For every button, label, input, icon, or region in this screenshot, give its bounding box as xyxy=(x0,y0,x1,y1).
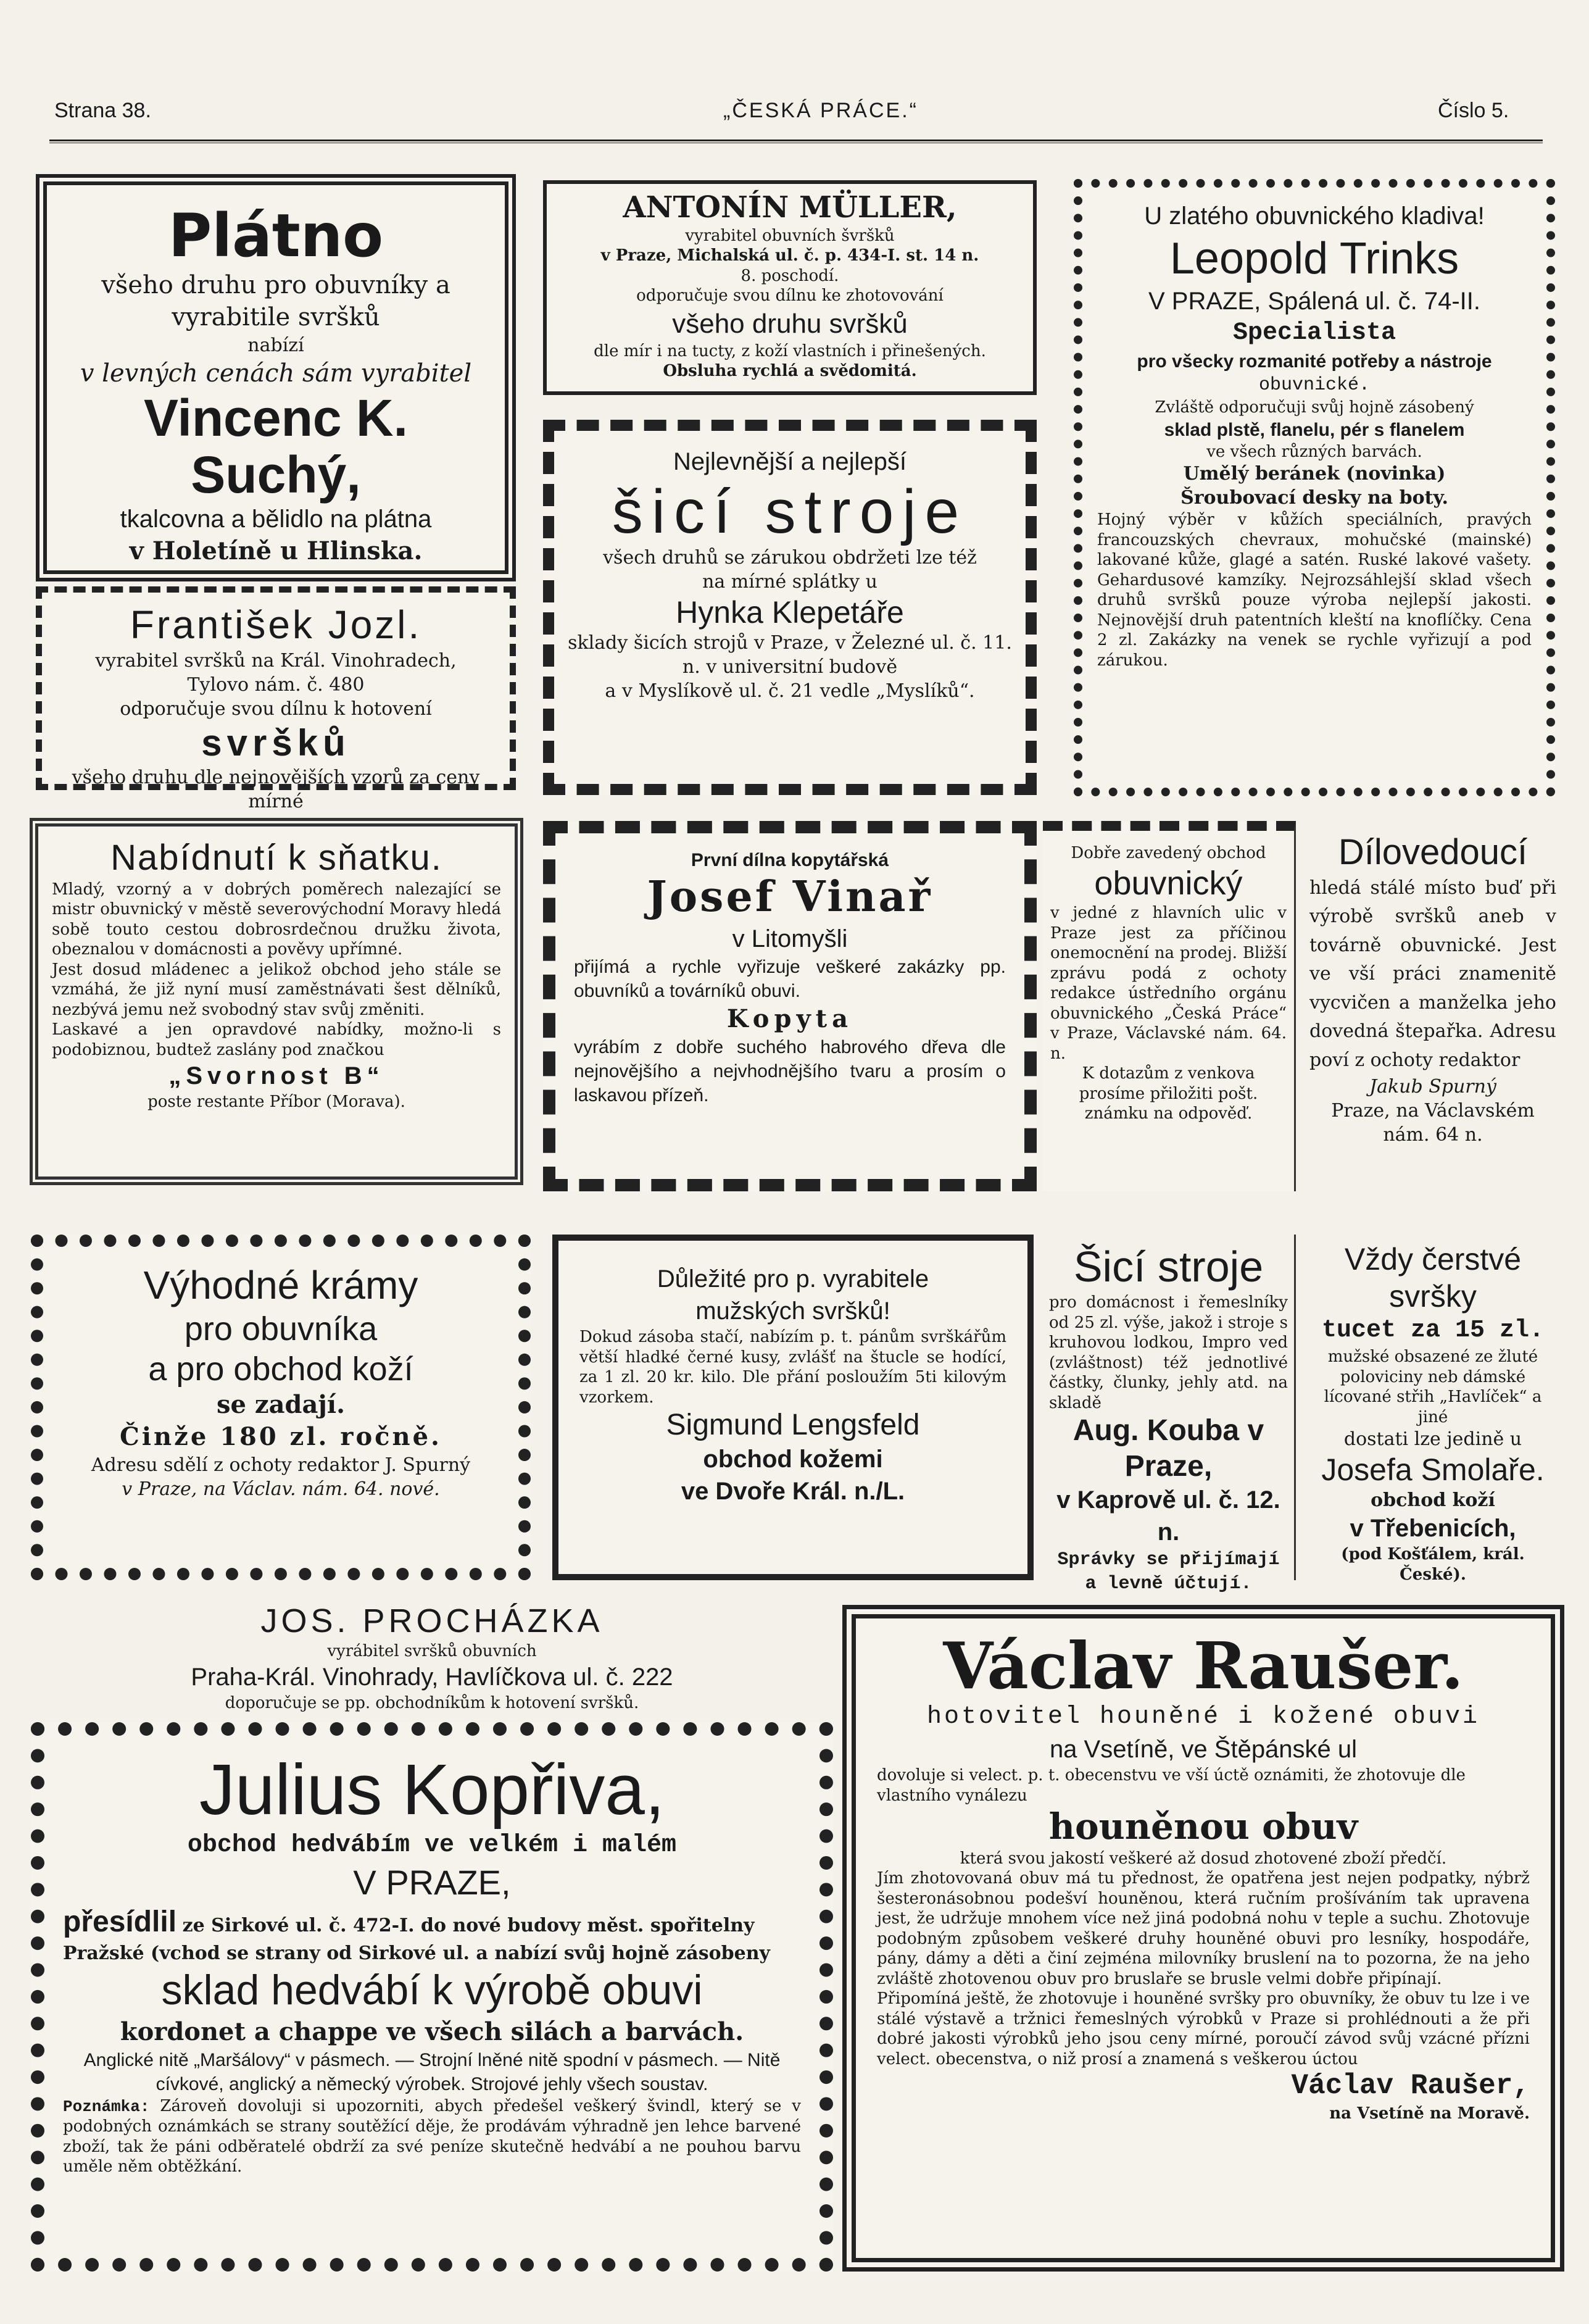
ad-rauser-name: Václav Raušer. xyxy=(943,1628,1464,1704)
ad-muller-line3: 8. poschodí. xyxy=(741,266,839,285)
ad-platno xyxy=(36,174,516,581)
ad-kramy-line2: a pro obchod koží xyxy=(148,1350,413,1388)
ad-kopriva-note-label: Poznámka: xyxy=(63,2097,150,2116)
ad-smolar-line2: mužské obsazené ze žluté poloviciny neb dámské lícované střih „Havlíček“ a jiné xyxy=(1324,1347,1542,1426)
ad-rauser-line2: na Vsetíně, ve Štěpánské ul xyxy=(1049,1736,1358,1764)
ad-jozl-line2: Tylovo nám. č. 480 xyxy=(187,673,365,696)
ad-trinks-line3: Specialista xyxy=(1232,319,1396,348)
ad-prochazka-line1: vyrábitel svršků obuvních xyxy=(327,1641,537,1660)
ad-trinks-line9: Umělý beránek (novinka) xyxy=(1183,463,1446,485)
ad-trinks-line11: Hojný výběr v kůžích speciálních, pravých francouzských chevraux, mohučské (mainské) lakované kůže, glagé a satén. Ruské lakové vašety. Gehardusové kamzíky. Nejrozsáhlejší sklad všech druhů svršků pouze výroba nejlepší jakosti. Nejnovější druh patentních kleští na knoflíčky. Cena 2 zl. Zakázky na venek se rychle vyřizují a pod zárukou. xyxy=(1097,510,1532,670)
ad-smolar-line1: tucet za 15 zl. xyxy=(1321,1317,1545,1344)
ad-platno-line5: tkalcovna a bělidlo na plátna xyxy=(120,506,432,533)
ad-lengsfeld-line1: Důležité pro p. vyrabitele xyxy=(657,1265,929,1293)
ad-snatek-p3: Laskavé a jen opravdové nabídky, možno-li s podobiznou, budtež zaslány pod značkou xyxy=(52,1020,501,1059)
ad-prochazka-name: JOS. PROCHÁZKA xyxy=(260,1602,604,1639)
ad-dilovedouci-title: Dílovedoucí xyxy=(1338,832,1528,872)
ad-obuvnicky-line2: v jedné z hlavních ulic v Praze jest za příčinou onemocnění na prodej. Bližší zprávu podá z ochoty redakce ústředního orgánu obuvnického „Česká Práce“ v Praze, Václavské nám. 64. n. xyxy=(1050,904,1287,1063)
ad-klepetar-line2: všech druhů se zárukou obdržeti lze též xyxy=(603,547,977,569)
ad-obuvnicky-line3: K dotazům z venkova prosíme přiložiti pošt. známku na odpověď. xyxy=(1079,1064,1258,1123)
ad-platno-name: Vincenc K. Suchý, xyxy=(144,388,408,504)
ad-kramy-title: Výhodné krámy xyxy=(143,1263,418,1307)
ad-jozl-name: František Jozl. xyxy=(130,602,422,647)
ad-trinks xyxy=(1074,179,1555,796)
ad-kopriva-name: Julius Kopřiva, xyxy=(199,1749,665,1830)
ad-vinar xyxy=(543,821,1037,1191)
ad-lengsfeld-line3: Dokud zásoba stačí, nabízím p. t. pánům svrškářům větší hladké černé kusy, zvlášť na štucle se hodící, za 1 zl. 20 kr. kilo. Dle přání posloužím 5ti kilovým vzorkem. xyxy=(579,1328,1006,1407)
ad-kopriva xyxy=(31,1722,833,2272)
ad-snatek xyxy=(30,818,523,1185)
ad-kopriva-line2: V PRAZE, xyxy=(353,1862,511,1902)
newspaper-title: „ČESKÁ PRÁCE.“ xyxy=(723,99,918,122)
ad-smolar-name: Josefa Smolaře. xyxy=(1321,1452,1545,1487)
ad-klepetar-title: šicí stroje xyxy=(612,477,968,546)
ad-kopriva-line3-block xyxy=(63,1903,801,1965)
ad-lengsfeld-line2: mužských svršků! xyxy=(695,1297,890,1325)
ad-kramy-line6: v Praze, na Václav. nám. 64. nové. xyxy=(122,1478,440,1501)
ad-dilovedouci-name: Jakub Spurný xyxy=(1369,1076,1496,1098)
ad-rauser-sign: Václav Raušer, xyxy=(1291,2070,1530,2102)
ad-klepetar-line1: Nejlevnější a nejlepší xyxy=(673,448,907,475)
ad-trinks-line5: obuvnické. xyxy=(1258,375,1371,396)
page-number: Strana 38. xyxy=(54,99,151,122)
ad-kopriva-note xyxy=(63,2096,801,2177)
ad-muller-line2: v Praze, Michalská ul. č. p. 434-I. st. 14 n. xyxy=(600,246,979,265)
ad-obuvnicky xyxy=(1043,821,1296,1191)
ad-muller-line5: všeho druhu svršků xyxy=(672,308,908,339)
ad-lengsfeld xyxy=(552,1235,1034,1580)
ad-muller-line7: Obsluha rychlá a svědomitá. xyxy=(663,362,917,381)
ad-klepetar-name: Hynka Klepetáře xyxy=(676,595,904,630)
ad-dilovedouci-line1: Praze, na Václavském nám. 64 n. xyxy=(1331,1100,1535,1146)
ad-kouba-line3: Správky se přijímají a levně účtují. xyxy=(1057,1549,1280,1595)
issue-number: Číslo 5. xyxy=(1438,99,1509,122)
ad-platno-line1: všeho druhu pro obuvníky a xyxy=(101,270,450,299)
ad-klepetar-line4: sklady šicích strojů v Praze, v Železné ul. č. 11. n. v universitní budově xyxy=(568,632,1012,678)
ad-dilovedouci-text: hledá stálé místo buď při výrobě svršků aneb v továrně obuvnické. Jest ve vší práci znamenitě vycvičen a manželka jeho dovedná štepařka. Adresu poví z ochoty redaktor xyxy=(1309,877,1556,1071)
ad-kopriva-line5: kordonet a chappe ve všech silách a barvách. xyxy=(120,2017,744,2046)
ad-kramy-line4: Činže 180 zl. ročně. xyxy=(120,1422,442,1452)
ad-trinks-line1: U zlatého obuvnického kladiva! xyxy=(1144,202,1485,230)
ad-platno-title: Plátno xyxy=(168,201,384,270)
ad-platno-line6: v Holetíně u Hlinska. xyxy=(129,536,423,566)
ad-snatek-p1: Mladý, vzorný a v dobrých poměrech nalezající se mistr obuvnický v městě severovýchodní Moravy hledá sobě touto cestou dobrosrdečnou družku života, obeznalou v domácnosti a pověvy upřímné. xyxy=(52,880,501,959)
ad-rauser-title: houněnou obuv xyxy=(1048,1805,1358,1848)
ad-kramy-line3: se zadají. xyxy=(216,1390,345,1420)
ad-obuvnicky-title: obuvnický xyxy=(1094,864,1243,902)
ad-trinks-line8: ve všech různých barvách. xyxy=(1206,442,1422,461)
ad-vinar-line3: přijímá a rychle vyřizuje veškeré zakázky pp. obuvníků a továrníků obuvi. xyxy=(574,956,1006,1001)
ad-rauser-line6: Připomíná ještě, že zhotovuje i houněné svršky pro obuvníky, že obuv tu lze i ve stálé výstavě a tržnici řemeslných výrobků v Praze si prohlédnouti a že při dobré jakosti výrobků jeho jsou ceny mírné, poroučí závod svůj vzácné přízni velect. obecenstva, o niž prosí a znamená s veškerou úctou xyxy=(877,1989,1530,2068)
ad-snatek-p2: Jest dosud mládenec a jelikož obchod jeho stále se vzmáhá, že již nyní musí zaměstnávati šest dělníků, nezbývá jemu než svobodný stav svůj změniti. xyxy=(52,960,501,1019)
ad-smolar-line5: v Třebenicích, xyxy=(1350,1515,1516,1542)
ad-rauser-line7: na Vsetíně na Moravě. xyxy=(1329,2104,1530,2123)
ad-vinar-line1: První dílna kopytářská xyxy=(691,850,889,870)
ad-muller-line4: odporučuje svou dílnu ke zhotovování xyxy=(636,286,944,306)
ad-rauser-line5: Jím zhotovovaná obuv má tu přednost, že opatřena jest nejen podpatky, nýbrž šesteronásobnou podešví houněnou, která ručním prošíváním tak upravena jest, že udržuje mnohem více než jiná podobná nohu v teple a suchu. Zhotovuje podobným způsobem veškeré druhy houněné obuvi pro lesníky, hospodáře, pány, dámy a děti a činí zejména milovníky bruslení na to pozorna, že na jeho zvláště zhotovenou obuv pro bruslaře se brusle velmi dobře připínají. xyxy=(877,1869,1530,1988)
ad-muller-line6: dle mír i na tucty, z koží vlastních i přinešených. xyxy=(594,341,986,360)
ad-trinks-line2: V PRAZE, Spálená ul. č. 74-II. xyxy=(1148,288,1481,315)
ad-kouba-line2: v Kaprově ul. č. 12. n. xyxy=(1056,1486,1280,1546)
ad-kopriva-line4: sklad hedvábí k výrobě obuvi xyxy=(161,1967,703,2014)
ad-lengsfeld-name: Sigmund Lengsfeld xyxy=(666,1409,920,1441)
ad-snatek-sign: „Svornost B“ xyxy=(168,1062,384,1090)
ad-smolar-line6: (pod Košťálem, král. České). xyxy=(1341,1545,1525,1584)
ad-platno-line2: vyrabitile svršků xyxy=(172,302,380,331)
ad-klepetar-line3: na mírné splátky u xyxy=(702,571,877,593)
ad-jozl-line4: svršků xyxy=(201,722,351,764)
ad-trinks-line6: Zvláště odporučuji svůj hojně zásobený xyxy=(1155,398,1474,417)
ad-lengsfeld-line5: ve Dvoře Král. n./L. xyxy=(681,1477,905,1505)
ad-platno-line3: nabízí xyxy=(247,334,304,356)
header-rule xyxy=(49,140,1543,143)
ad-kramy-line5: Adresu sdělí z ochoty redaktor J. Spurný xyxy=(91,1454,471,1476)
ad-vinar-line2: v Litomyšli xyxy=(732,925,848,952)
ad-muller xyxy=(543,180,1037,395)
ad-klepetar-line5: a v Myslíkově ul. č. 21 vedle „Myslíků“. xyxy=(605,680,975,702)
ad-kramy xyxy=(31,1235,531,1580)
ad-vinar-title: Kopyta xyxy=(726,1004,853,1033)
ad-klepetar xyxy=(543,420,1037,795)
ad-snatek-title: Nabídnutí k sňatku. xyxy=(110,838,442,878)
ad-trinks-line7: sklad plstě, flanelu, pér s flanelem xyxy=(1164,419,1465,440)
ad-jozl-line5: všeho druhu dle nejnovějších vzorů za ceny mírné xyxy=(72,766,480,812)
ad-muller-name: ANTONÍN MÜLLER, xyxy=(623,190,957,225)
ad-kopriva-note-text: Zároveň dovoluji si upozorniti, abych předešel veškerý švindl, který se v podobných oznámkách se strany soutěžící děje, že prodávám výhradně jen lehce barvené zboží, tak že páni odběratelé obdrží za své peníze skutečně hedvábí a ne pouhou barvu uměle něm obtěžkání. xyxy=(63,2096,801,2176)
ad-rauser-line3: dovoluje si velect. p. t. obecenstvu ve vší úctě oznámiti, že zhotovuje dle vlastního vynálezu xyxy=(877,1766,1466,1805)
ad-kouba xyxy=(1043,1235,1296,1595)
ad-snatek-line1: poste restante Příbor (Morava). xyxy=(147,1093,405,1112)
ad-vinar-name: Josef Vinař xyxy=(647,872,933,922)
ad-lengsfeld-line4: obchod kožemi xyxy=(703,1445,883,1473)
ad-platno-line4: v levných cenách sám vyrabitel xyxy=(80,359,472,388)
ad-rauser-line4: která svou jakostí veškeré až dosud zhotovené zboží předčí. xyxy=(960,1849,1447,1868)
ad-prochazka-line3: doporučuje se pp. obchodníkům k hotovení svršků. xyxy=(225,1694,639,1713)
ad-kramy-line1: pro obuvníka xyxy=(184,1310,378,1347)
ad-rauser xyxy=(842,1605,1564,2272)
ad-kopriva-line3: ze Sirkové ul. č. 472-I. do nové budovy měst. spořitelny Pražské (vchod se strany od Sirkové ul. a nabízí svůj hojně zásobeny xyxy=(63,1914,770,1965)
ad-kopriva-line1: obchod hedvábím ve velkém i malém xyxy=(187,1831,677,1859)
ad-trinks-line4: pro všecky rozmanité potřeby a nástroje xyxy=(1137,351,1492,372)
ad-prochazka-line2: Praha-Král. Vinohrady, Havlíčkova ul. č. 222 xyxy=(191,1664,673,1691)
ad-jozl-line1: vyrabitel svršků na Král. Vinohradech, xyxy=(95,649,457,672)
ad-obuvnicky-line1: Dobře zavedený obchod xyxy=(1071,844,1266,862)
ad-muller-line1: vyrabitel obuvních švršků xyxy=(685,226,895,245)
ad-kopriva-moved: přesídlil xyxy=(63,1905,177,1938)
ad-jozl-line3: odporučuje svou dílnu k hotovení xyxy=(120,698,432,720)
ad-smolar-title: Vždy čerstvé svršky xyxy=(1344,1242,1522,1314)
ad-jozl xyxy=(36,586,516,812)
ad-kouba-title: Šicí stroje xyxy=(1073,1243,1264,1291)
ad-prochazka xyxy=(37,1599,827,1716)
ad-smolar-line3: dostati lze jedině u xyxy=(1343,1428,1522,1450)
ad-trinks-name: Leopold Trinks xyxy=(1169,234,1459,283)
ad-rauser-line1: hotovitel houněné i kožené obuvi xyxy=(926,1703,1480,1731)
ad-dilovedouci xyxy=(1303,821,1562,1191)
ad-smolar xyxy=(1303,1235,1562,1584)
ad-kouba-name: Aug. Kouba v Praze, xyxy=(1072,1414,1264,1483)
ad-kouba-line1: pro domácnost i řemeslníky od 25 zl. výše, jakož i stroje s kruhovou lodkou, Impro ved (zvláštnost) též jednotlivé částky, člunky, jehly atd. na skladě xyxy=(1049,1293,1288,1412)
ad-trinks-line10: Šroubovací desky na boty. xyxy=(1180,487,1448,509)
ad-vinar-line4: vyrábím z dobře suchého habrového dřeva dle nejnovějšího a nejvhodnějšího tvaru a prosím o laskavou přízeň. xyxy=(574,1036,1006,1106)
ad-kopriva-line6: Anglické nitě „Maršálovy“ v pásmech. — Strojní lněné nitě spodní v pásmech. — Nitě cívkové, anglický a německý výrobek. Strojové jehly všech soustav. xyxy=(83,2049,781,2094)
ad-smolar-line4: obchod koží xyxy=(1371,1489,1495,1511)
